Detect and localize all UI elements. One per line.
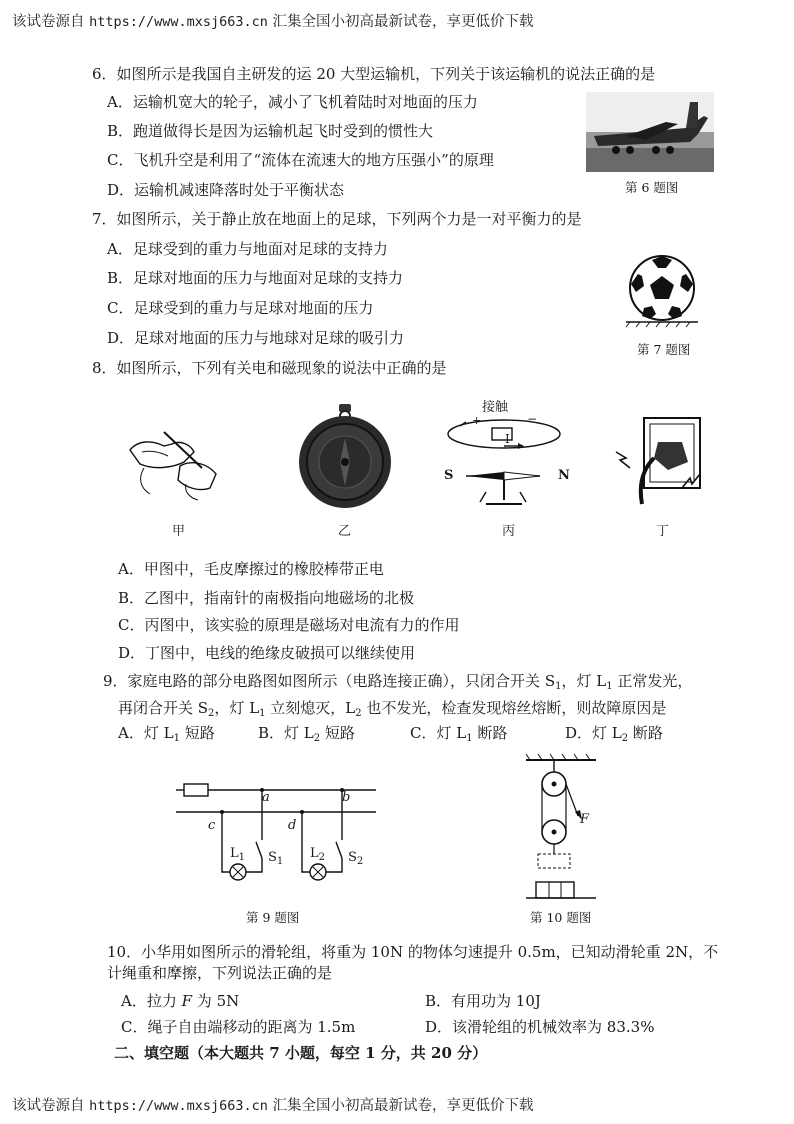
section-2-note: （本大题共 7 小题，每空 1 分，共 20 分） (189, 1044, 488, 1062)
circuit-diagram (176, 776, 386, 894)
q9-option-c (410, 723, 507, 749)
point-a: a (262, 790, 270, 805)
q9-line2-sub3: 2 (355, 708, 362, 719)
south-label: S (444, 468, 454, 483)
figure-ding-socket (608, 412, 712, 508)
q9-a-sub: 1 (173, 733, 180, 744)
q9-d-sub: 2 (621, 733, 629, 744)
q9-stem-line2 (118, 698, 666, 724)
force-label: F (580, 812, 590, 827)
airplane-figure (586, 92, 714, 172)
q9-b-text: B．灯 L (258, 724, 314, 742)
fig-label-jia: 甲 (172, 524, 186, 539)
q9-line1-part1: 9．家庭电路的部分电路图如图所示（电路连接正确），只闭合开关 S (103, 672, 556, 690)
q10-a-pre: A．拉力 (121, 992, 182, 1010)
q6-option-c: C．飞机升空是利用了“流体在流速大的地方压强小”的原理 (107, 151, 494, 169)
fig-label-yi: 乙 (338, 524, 352, 539)
point-b: b (342, 790, 351, 805)
q6-caption: 第 6 题图 (625, 180, 679, 195)
q10-a-post: 为 5N (192, 992, 240, 1010)
q10-option-b: B．有用功为 10J (425, 992, 541, 1010)
label-s1 (268, 850, 283, 867)
figure-yi-compass (290, 402, 400, 510)
q9-line1-part2: ，灯 L (561, 672, 607, 690)
figure-jia-rubbing (124, 422, 224, 502)
point-d: d (288, 818, 297, 833)
q6-option-b: B．跑道做得长是因为运输机起飞时受到的惯性大 (107, 122, 434, 140)
label-l1 (230, 846, 245, 863)
watermark-url[interactable]: https://www.mxsj663.cn (89, 14, 268, 30)
watermark-bottom-prefix: 该试卷源自 (12, 1098, 90, 1114)
q7-option-c: C．足球受到的重力与足球对地面的压力 (107, 299, 374, 317)
q9-caption: 第 9 题图 (246, 910, 300, 925)
north-label: N (558, 468, 570, 483)
q9-line2-part4: 也不发光，检查发现熔丝熔断，则故障原因是 (361, 699, 667, 717)
label-l2-sub: 2 (318, 852, 326, 863)
label-l1-text: L (230, 846, 239, 861)
q9-line2-part1: 再闭合开关 S (118, 699, 209, 717)
q9-a-text: A．灯 L (118, 724, 174, 742)
q8-option-d: D．丁图中，电线的绝缘皮破损可以继续使用 (118, 644, 416, 662)
q9-a-tail: 短路 (179, 724, 215, 742)
contact-label: 接触 (482, 400, 509, 415)
watermark-bottom-suffix: 汇集全国小初高最新试卷，享更低价下载 (267, 1098, 534, 1114)
watermark-suffix: 汇集全国小初高最新试卷，享更低价下载 (267, 14, 534, 30)
q9-line2-part3: 立刻熄灭，L (265, 699, 356, 717)
q8-option-a: A．甲图中，毛皮摩擦过的橡胶棒带正电 (118, 560, 384, 578)
football-figure (622, 250, 702, 330)
q10-stem-line2: 计绳重和摩擦，下列说法正确的是 (107, 964, 333, 982)
watermark-bottom-url[interactable]: https://www.mxsj663.cn (89, 1098, 268, 1114)
q7-stem: 7．如图所示，关于静止放在地面上的足球，下列两个力是一对平衡力的是 (92, 210, 582, 228)
q9-d-text: D．灯 L (565, 724, 622, 742)
q9-b-sub: 2 (313, 733, 321, 744)
q10-option-a (121, 991, 239, 1011)
label-l2 (310, 846, 325, 863)
q6-option-d: D．运输机减速降落时处于平衡状态 (107, 181, 345, 199)
q10-option-d: D．该滑轮组的机械效率为 83.3% (425, 1018, 655, 1036)
section-2-header (114, 1043, 487, 1063)
fig-label-bing: 丙 (502, 524, 516, 539)
label-l2-text: L (310, 846, 319, 861)
label-s2 (348, 850, 363, 867)
watermark-top (12, 10, 534, 31)
plus-label: + (472, 414, 482, 427)
label-l1-sub: 1 (238, 852, 246, 863)
q9-line1-sub1: 1 (555, 681, 562, 692)
label-s2-text: S (348, 850, 357, 865)
label-s1-text: S (268, 850, 277, 865)
q9-c-text: C．灯 L (410, 724, 467, 742)
q9-line2-part2: ，灯 L (214, 699, 260, 717)
q6-option-a: A．运输机宽大的轮子，减小了飞机着陆时对地面的压力 (107, 93, 478, 111)
q7-option-b: B．足球对地面的压力与地面对足球的支持力 (107, 269, 404, 287)
q9-line2-sub1: 2 (208, 708, 215, 719)
q10-a-var: F (181, 992, 193, 1010)
q9-b-tail: 短路 (320, 724, 355, 742)
q10-option-c: C．绳子自由端移动的距离为 1.5m (121, 1018, 356, 1036)
q9-line1-sub2: 1 (606, 681, 613, 692)
q8-option-b: B．乙图中，指南针的南极指向地磁场的北极 (118, 589, 415, 607)
q9-d-tail: 断路 (628, 724, 663, 742)
label-s2-sub: 2 (356, 856, 364, 867)
q9-stem-line1 (103, 671, 692, 697)
pulley-diagram (516, 754, 606, 904)
section-2-title: 二、填空题 (114, 1044, 190, 1062)
point-c: c (208, 818, 216, 833)
q8-stem: 8．如图所示，下列有关电和磁现象的说法中正确的是 (92, 359, 447, 377)
minus-label: − (527, 412, 538, 426)
watermark-bottom (12, 1094, 534, 1115)
q9-option-a (118, 723, 215, 749)
q7-caption: 第 7 题图 (637, 342, 691, 357)
q10-stem-line1: 10．小华用如图所示的滑轮组，将重为 10N 的物体匀速提升 0.5m，已知动滑轮重 2N，不 (107, 943, 719, 961)
q6-stem: 6．如图所示是我国自主研发的运 20 大型运输机，下列关于该运输机的说法正确的是 (92, 65, 656, 83)
q9-line1-part3: 正常发光， (612, 672, 693, 690)
watermark-prefix: 该试卷源自 (12, 14, 90, 30)
label-s1-sub: 1 (276, 856, 284, 867)
q9-option-d (565, 723, 663, 749)
q8-option-c: C．丙图中，该实验的原理是磁场对电流有力的作用 (118, 616, 460, 634)
q9-line2-sub2: 1 (259, 708, 266, 719)
q10-caption: 第 10 题图 (530, 910, 592, 925)
q9-option-b (258, 723, 355, 749)
q7-option-d: D．足球对地面的压力与地球对足球的吸引力 (107, 329, 405, 347)
q7-option-a: A．足球受到的重力与地面对足球的支持力 (107, 240, 388, 258)
fig-label-ding: 丁 (656, 524, 670, 539)
current-label: I (505, 432, 510, 446)
q9-c-sub: 1 (466, 733, 473, 744)
q9-c-tail: 断路 (472, 724, 508, 742)
